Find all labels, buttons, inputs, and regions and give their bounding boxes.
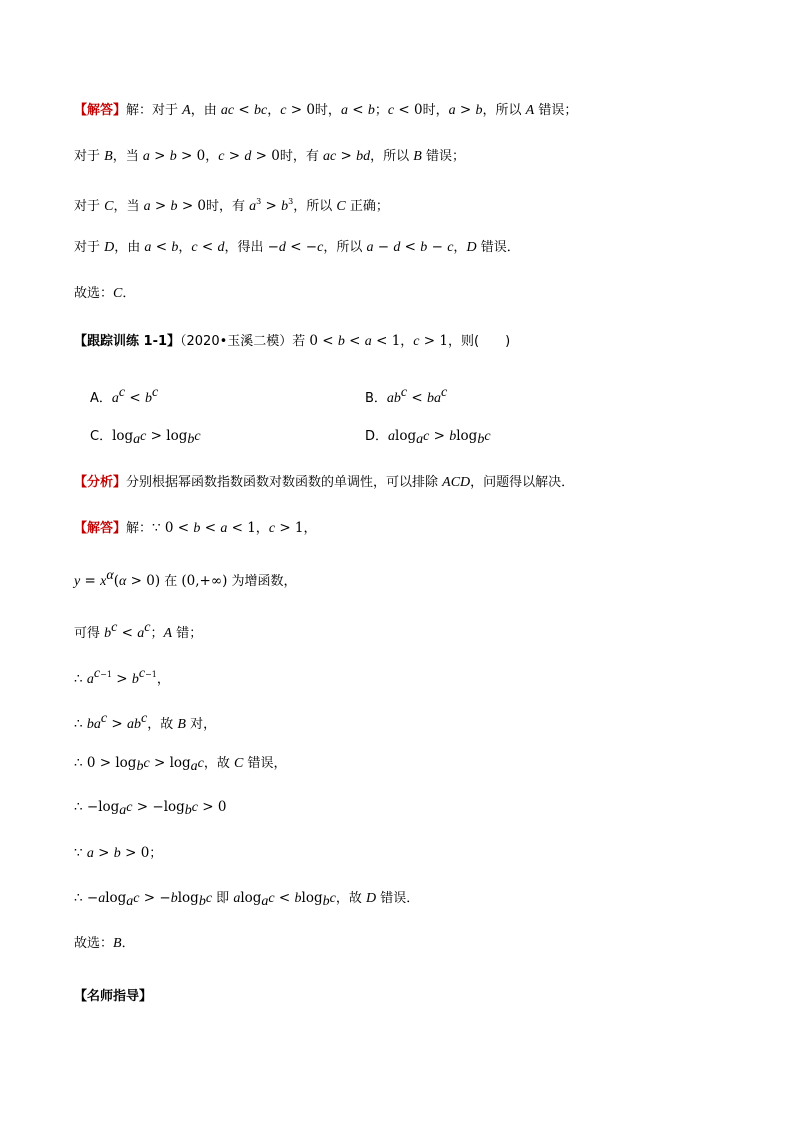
- solution1-line5: 故选：C．: [74, 286, 136, 301]
- solution2-line2: $y = x^\alpha(\alpha > 0)$ 在 (0,+∞) 为增函数，: [74, 568, 297, 589]
- solution-tag: 【解答】: [74, 103, 127, 118]
- solution2-line1: 【解答】解：∵ 0 < b < a < 1，c > 1，: [74, 520, 317, 536]
- exercise-stem: 【跟踪训练 1-1】（2020•玉溪二模）若 0 < b < a < 1，c > 1，则( ): [74, 333, 511, 349]
- section-heading: 【名师指导】: [74, 989, 153, 1004]
- solution2-line4: ∴ $a^{c-1} > b^{c-1}$，: [74, 666, 170, 687]
- analysis-tag: 【分析】: [74, 475, 127, 490]
- solution1-line1: 【解答】解：对于 A，由 ac < bc，c > 0时，a < b；c < 0时，a > b，所以 A 错误；: [74, 102, 578, 118]
- solution2-line7: ∴ $-\log_ac > -\log_bc > 0$: [74, 799, 227, 818]
- solution2-line6: ∴ $0 > \log_bc > \log_ac$，故 C 错误，: [74, 755, 287, 774]
- solution2-line9: ∴ −alog$_a$c > −blog$_b$c 即 alog$_a$c < blog$_b$c，故 D 错误．: [74, 890, 420, 909]
- option-c[interactable]: C．$\log_ac > \log_bc$: [90, 428, 201, 447]
- option-d[interactable]: D．alog$_a$c > blog$_b$c: [365, 428, 491, 447]
- option-a[interactable]: A．$a^c < b^c$: [90, 385, 159, 406]
- solution1-line4: 对于 D，由 a < b，c < d，得出 −d < −c，所以 a − d < b − c，D 错误．: [74, 239, 520, 255]
- solution1-line2: 对于 B，当 a > b > 0，c > d > 0时，有 ac > bd，所以 B 错误；: [74, 148, 465, 164]
- solution2-line8: ∵ a > b > 0；: [74, 845, 163, 861]
- solution2-line10: 故选：B．: [74, 936, 135, 951]
- option-b[interactable]: B．$ab^c < ba^c$: [365, 385, 448, 406]
- solution2-line5: ∴ $ba^c > ab^c$，故 B 对，: [74, 711, 217, 732]
- solution2-line3: 可得 $b^c < a^c$；A 错；: [74, 620, 203, 641]
- solution1-line3: 对于 C，当 a > b > 0时，有 $a^3 > b^3$，所以 C 正确；: [74, 197, 389, 214]
- exercise-tag: 【跟踪训练 1-1】: [74, 334, 181, 349]
- analysis-line: 【分析】分别根据幂函数指数函数对数函数的单调性，可以排除 ACD，问题得以解决．: [74, 475, 575, 490]
- solution2-tag: 【解答】: [74, 521, 127, 536]
